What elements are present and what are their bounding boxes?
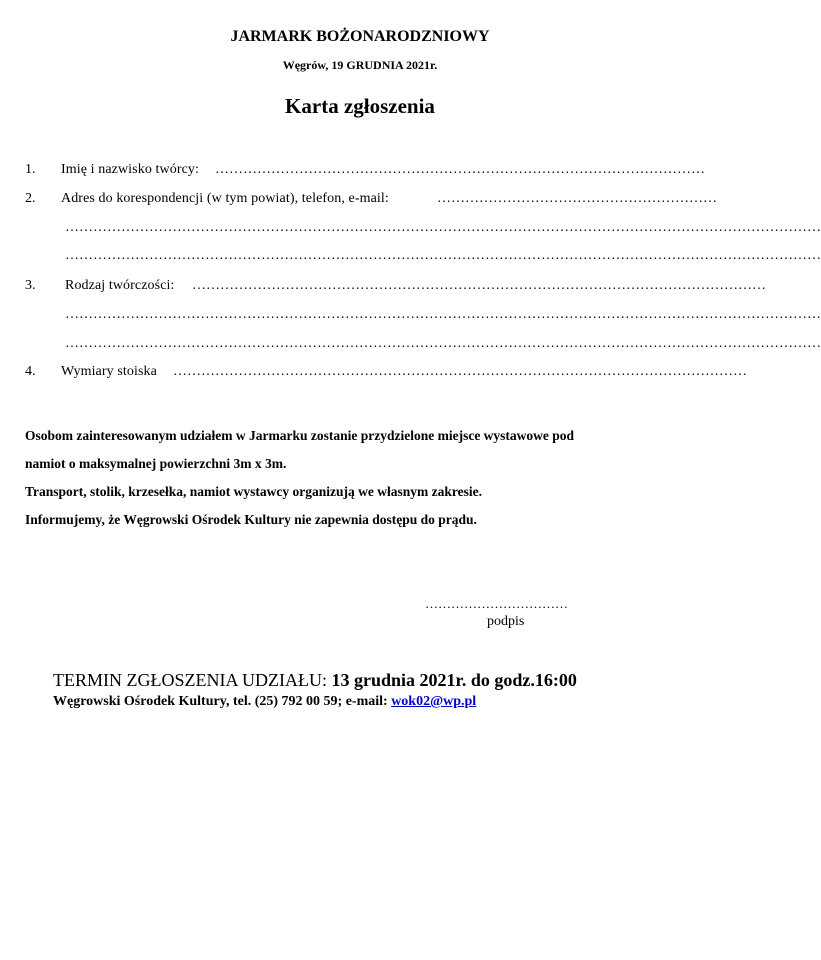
deadline-line bbox=[53, 670, 577, 691]
field-blank-craft-line2[interactable]: ……………………………………………………………………………………………………………………………………………… bbox=[65, 307, 821, 322]
field-number-1: 1. bbox=[25, 162, 36, 177]
field-number-4: 4. bbox=[25, 364, 36, 379]
event-title: JARMARK BOŻONARODZNIOWY bbox=[230, 28, 490, 45]
field-blank-name[interactable]: …………………………………………………………………………………………… bbox=[215, 162, 705, 177]
field-blank-address-line3[interactable]: ……………………………………………………………………………………………………………………………………………… bbox=[65, 248, 821, 263]
field-blank-stand-size[interactable]: …………………………………………………………………………………………………………… bbox=[173, 364, 747, 379]
notice-line-3: Transport, stolik, krzesełka, namiot wystawcy organizują we własnym zakresie. bbox=[25, 484, 482, 499]
field-label-craft: Rodzaj twórczości: bbox=[65, 278, 175, 293]
form-title: Karta zgłoszenia bbox=[285, 94, 435, 118]
contact-email-link[interactable]: wok02@wp.pl bbox=[391, 694, 477, 709]
field-label-name: Imię i nazwisko twórcy: bbox=[61, 162, 199, 177]
notice-line-4: Informujemy, że Węgrowski Ośrodek Kultury nie zapewnia dostępu do prądu. bbox=[25, 512, 477, 527]
deadline-label: TERMIN ZGŁOSZENIA UDZIAŁU: bbox=[53, 670, 327, 690]
event-date-location: Węgrów, 19 GRUDNIA 2021r. bbox=[282, 58, 438, 72]
contact-text: Węgrowski Ośrodek Kultury, tel. (25) 792 00 59; e-mail: bbox=[53, 694, 388, 709]
notice-line-1: Osobom zainteresowanym udziałem w Jarmarku zostanie przydzielone miejsce wystawowe pod bbox=[25, 428, 575, 443]
field-blank-craft-line3[interactable]: ……………………………………………………………………………………………………………………………………………… bbox=[65, 336, 821, 351]
deadline-value: 13 grudnia 2021r. do godz.16:00 bbox=[331, 670, 577, 690]
field-label-address: Adres do korespondencji (w tym powiat), telefon, e-mail: bbox=[61, 191, 389, 206]
notice-line-2: namiot o maksymalnej powierzchni 3m x 3m. bbox=[25, 456, 287, 471]
field-blank-address-line2[interactable]: ……………………………………………………………………………………………………………………………………………… bbox=[65, 220, 821, 235]
field-number-2: 2. bbox=[25, 191, 36, 206]
contact-line bbox=[53, 694, 476, 710]
field-blank-craft[interactable]: …………………………………………………………………………………………………………… bbox=[192, 278, 766, 293]
signature-label: podpis bbox=[487, 614, 525, 629]
field-label-stand-size: Wymiary stoiska bbox=[61, 364, 157, 379]
field-blank-address[interactable]: …………………………………………………… bbox=[437, 191, 717, 206]
signature-field[interactable]: …………………………… bbox=[425, 596, 568, 611]
field-number-3: 3. bbox=[25, 278, 36, 293]
